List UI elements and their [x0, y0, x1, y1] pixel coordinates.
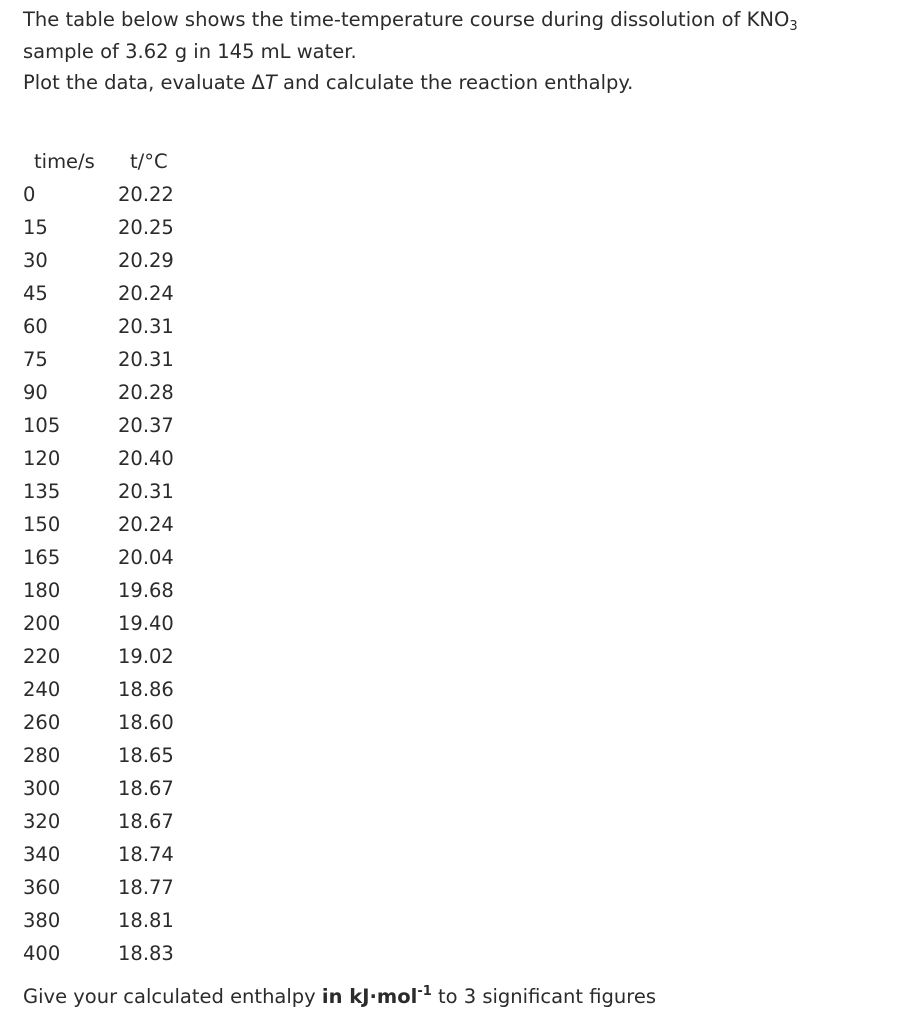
cell-time: 240: [23, 678, 61, 701]
intro-line-2: sample of 3.62 g in 145 mL water.: [23, 39, 357, 63]
table-row: [0, 211, 300, 244]
table-row: [0, 838, 300, 871]
intro-line-3: [23, 67, 893, 99]
cell-temperature: 18.60: [118, 711, 174, 734]
cell-time: 120: [23, 447, 61, 470]
cell-time: 380: [23, 909, 61, 932]
problem-statement: [23, 4, 893, 99]
cell-temperature: 20.31: [118, 348, 174, 371]
cell-temperature: 18.86: [118, 678, 174, 701]
table-row: [0, 739, 300, 772]
table-body: [0, 178, 300, 970]
cell-temperature: 20.25: [118, 216, 174, 239]
cell-temperature: 20.31: [118, 315, 174, 338]
cell-time: 340: [23, 843, 61, 866]
table-row: [0, 376, 300, 409]
answer-instruction: [23, 980, 656, 1013]
intro-line-3-post: and calculate the reaction enthalpy.: [276, 71, 634, 94]
table-row: [0, 442, 300, 475]
cell-time: 30: [23, 249, 48, 272]
header-time: time/s: [34, 150, 95, 173]
table-row: [0, 937, 300, 970]
cell-temperature: 19.40: [118, 612, 174, 635]
cell-time: 60: [23, 315, 48, 338]
cell-temperature: 20.24: [118, 282, 174, 305]
cell-time: 150: [23, 513, 61, 536]
table-row: [0, 409, 300, 442]
table-row: [0, 805, 300, 838]
cell-time: 260: [23, 711, 61, 734]
cell-temperature: 20.04: [118, 546, 174, 569]
table-row: [0, 607, 300, 640]
subscript-3: 3: [789, 19, 798, 34]
cell-time: 45: [23, 282, 48, 305]
footer-sup: -1: [417, 984, 432, 999]
table-row: [0, 772, 300, 805]
cell-time: 0: [23, 183, 36, 206]
cell-temperature: 18.65: [118, 744, 174, 767]
cell-temperature: 18.67: [118, 810, 174, 833]
cell-temperature: 19.02: [118, 645, 174, 668]
cell-temperature: 18.74: [118, 843, 174, 866]
cell-time: 400: [23, 942, 61, 965]
cell-temperature: 20.29: [118, 249, 174, 272]
intro-line-1-text: The table below shows the time-temperature course during dissolution of KNO: [23, 8, 790, 31]
cell-time: 360: [23, 876, 61, 899]
table-header: [0, 145, 300, 178]
table-row: [0, 310, 300, 343]
cell-temperature: 18.77: [118, 876, 174, 899]
cell-temperature: 20.40: [118, 447, 174, 470]
footer-post: to 3 significant figures: [431, 985, 656, 1008]
cell-time: 180: [23, 579, 61, 602]
cell-time: 280: [23, 744, 61, 767]
cell-time: 320: [23, 810, 61, 833]
cell-time: 105: [23, 414, 61, 437]
table-row: [0, 178, 300, 211]
table-row: [0, 541, 300, 574]
cell-temperature: 20.24: [118, 513, 174, 536]
table-row: [0, 277, 300, 310]
cell-time: 220: [23, 645, 61, 668]
cell-temperature: 20.31: [118, 480, 174, 503]
cell-time: 75: [23, 348, 48, 371]
cell-temperature: 20.22: [118, 183, 174, 206]
table-row: [0, 508, 300, 541]
table-row: [0, 640, 300, 673]
cell-temperature: 19.68: [118, 579, 174, 602]
cell-time: 135: [23, 480, 61, 503]
cell-temperature: 20.37: [118, 414, 174, 437]
table-row: [0, 343, 300, 376]
intro-line-3-pre: Plot the data, evaluate Δ: [23, 71, 265, 94]
cell-time: 300: [23, 777, 61, 800]
intro-line-3-italic: T: [264, 71, 277, 94]
footer-bold: in kJ·mol: [321, 985, 418, 1008]
footer-pre: Give your calculated enthalpy: [23, 985, 322, 1008]
data-table: [0, 145, 300, 970]
cell-time: 15: [23, 216, 48, 239]
table-row: [0, 475, 300, 508]
table-row: [0, 706, 300, 739]
cell-temperature: 20.28: [118, 381, 174, 404]
header-temperature: t/°C: [130, 150, 168, 173]
table-row: [0, 904, 300, 937]
cell-temperature: 18.83: [118, 942, 174, 965]
table-row: [0, 574, 300, 607]
cell-time: 90: [23, 381, 48, 404]
cell-time: 200: [23, 612, 61, 635]
cell-time: 165: [23, 546, 61, 569]
table-row: [0, 673, 300, 706]
intro-line-1: [23, 4, 893, 36]
table-row: [0, 244, 300, 277]
cell-temperature: 18.67: [118, 777, 174, 800]
table-row: [0, 871, 300, 904]
cell-temperature: 18.81: [118, 909, 174, 932]
